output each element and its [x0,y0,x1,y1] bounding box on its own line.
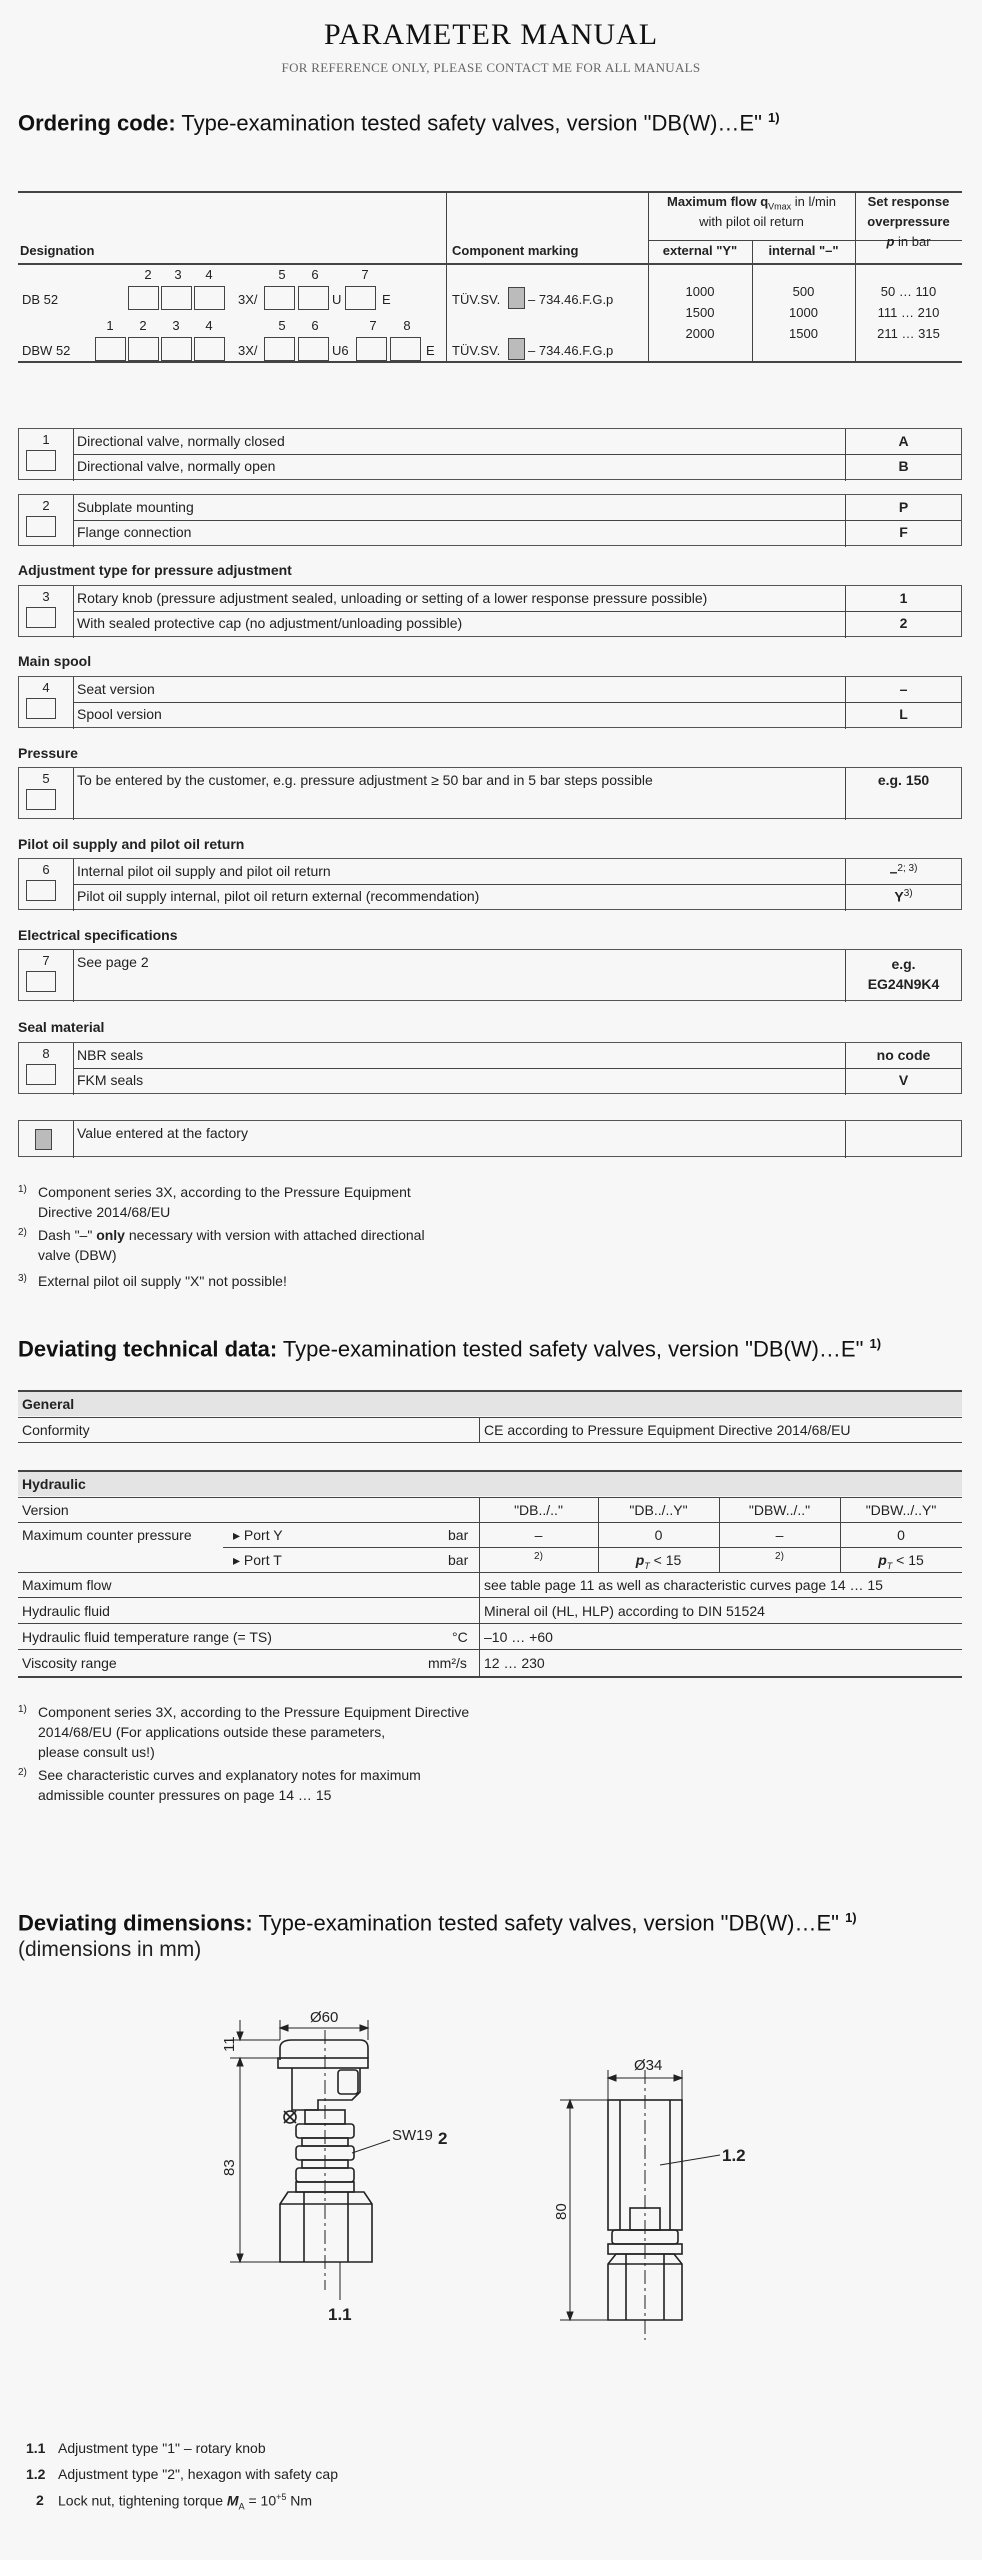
col-internal: internal "–" [768,243,839,258]
option-group-4: 4 Seat version Spool version – L [18,676,962,728]
option-7-checkbox[interactable] [26,971,56,992]
dbw-code-box-3[interactable] [161,337,192,361]
protective-cap-drawing [550,2030,770,2360]
heading-electrical: Electrical specifications [18,927,178,943]
code-box-5[interactable] [264,286,295,310]
deviating-data-title: Deviating technical data: Type-examination tested safety valves, version "DB(W)…E" $^{1)}$ [18,1336,882,1362]
code-box-6[interactable] [298,286,329,310]
dimensions-subtitle: (dimensions in mm) [18,1938,202,1961]
db52-label: DB 52 [22,292,59,307]
deviating-dimensions-title: Deviating dimensions: Type-examination tested safety valves, version "DB(W)…E" $^{1)}$ [18,1910,857,1936]
col-external: external "Y" [662,243,738,258]
dbw-code-box-6[interactable] [298,337,329,361]
option-6-checkbox[interactable] [26,880,56,901]
option-group-1: 1 Directional valve, normally closed Directional valve, normally open A B [18,428,962,480]
heading-pressure: Pressure [18,745,78,761]
general-heading: General [22,1396,75,1412]
col-designation: Designation [20,243,95,258]
rotary-knob-drawing [200,2000,460,2380]
heading-seal-material: Seal material [18,1019,105,1035]
col-max-flow: Maximum flow $q_{Vmax}$ in l/min [667,194,836,212]
option-group-factory: Value entered at the factory [18,1120,962,1157]
heading-main-spool: Main spool [18,653,92,669]
dim-sw19: SW19 [392,2127,433,2144]
col-set-unit: p in bar [886,234,931,249]
code-box-3[interactable] [161,286,192,310]
dim-h83: 83 [221,2159,238,2176]
ordering-code-title: Ordering code: Type-examination tested safety valves, version "DB(W)…E" $^{1)}$ [18,110,780,136]
code-box-2[interactable] [128,286,159,310]
dbw-code-box-1[interactable] [95,337,126,361]
code-box-4[interactable] [194,286,225,310]
option-group-7: 7 See page 2 e.g. EG24N9K4 [18,949,962,1001]
option-8-checkbox[interactable] [26,1064,56,1085]
dim-h80: 80 [553,2203,570,2220]
label-2: 2 [438,2129,448,2148]
label-1-1: 1.1 [328,2305,352,2324]
heading-adjustment-type: Adjustment type for pressure adjustment [18,562,292,578]
option-group-2: 2 Subplate mounting Flange connection P F [18,494,962,546]
dim-h11: 11 [221,2036,238,2052]
factory-value-box-2 [508,338,525,360]
factory-value-box [508,287,525,309]
dbw-code-box-8[interactable] [390,337,421,361]
dbw-code-box-4[interactable] [194,337,225,361]
factory-legend-box [35,1129,52,1150]
col-set-response: Set response [867,194,950,209]
dbw-code-box-5[interactable] [264,337,295,361]
option-1-checkbox[interactable] [26,450,56,471]
label-1-2: 1.2 [722,2146,746,2165]
col-max-flow-note: with pilot oil return [699,214,804,229]
dim-d60: Ø60 [310,2009,339,2026]
db52-marking: TÜV.SV. [452,292,501,307]
option-group-8: 8 NBR seals FKM seals no code V [18,1042,962,1094]
dbw-code-box-7[interactable] [356,337,387,361]
dim-d34: Ø34 [634,2057,663,2074]
option-group-3: 3 Rotary knob (pressure adjustment sealed, unloading or setting of a lower response pressure possible) With sealed protective cap (no adjustment/unloading possible) 1 2 [18,585,962,637]
dbw-code-box-2[interactable] [128,337,159,361]
dbw52-label: DBW 52 [22,343,71,358]
document-subtitle: FOR REFERENCE ONLY, PLEASE CONTACT ME FOR ALL MANUALS [281,60,701,75]
code-box-7[interactable] [345,286,376,310]
col-overpressure: overpressure [867,214,950,229]
document-title: PARAMETER MANUAL [323,18,659,51]
col-component-marking: Component marking [452,243,579,258]
option-3-checkbox[interactable] [26,607,56,628]
option-group-6: 6 Internal pilot oil supply and pilot oil return Pilot oil supply internal, pilot oil return external (recommendation) –$^{2; 3)}$ $Y^{3)}$ [18,858,962,910]
heading-pilot-oil: Pilot oil supply and pilot oil return [18,836,245,852]
dbw52-marking: TÜV.SV. [452,343,501,358]
hydraulic-heading: Hydraulic [22,1476,86,1492]
option-2-checkbox[interactable] [26,516,56,537]
option-5-checkbox[interactable] [26,789,56,810]
option-4-checkbox[interactable] [26,698,56,719]
option-group-5: 5 To be entered by the customer, e.g. pressure adjustment ≥ 50 bar and in 5 bar steps possible e.g. 150 [18,767,962,819]
